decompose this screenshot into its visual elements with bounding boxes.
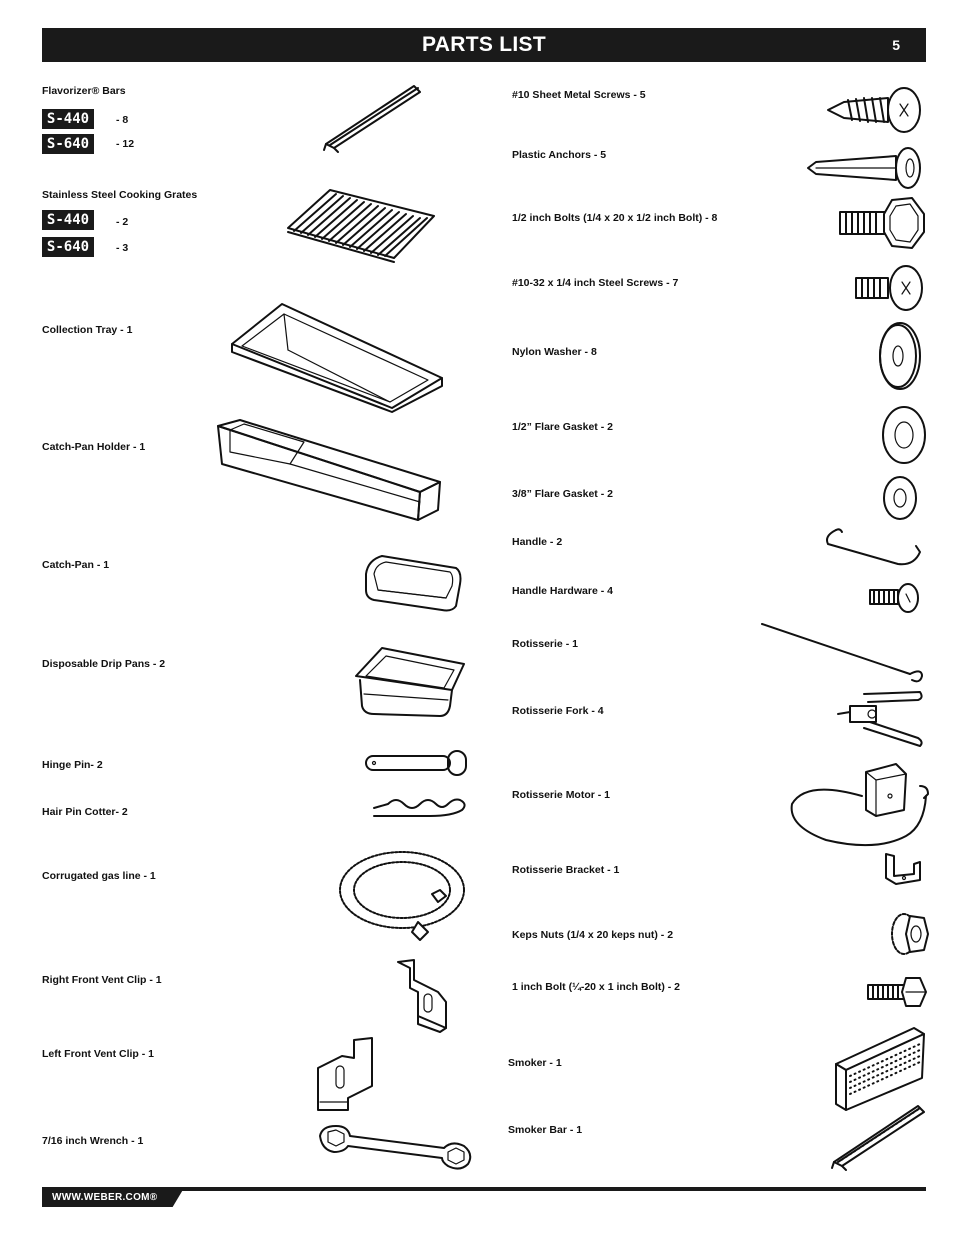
smoker-label: Smoker - 1 [508, 1057, 562, 1069]
plastic-anchor-illustration [806, 146, 924, 190]
disposable-drip-pans-label: Disposable Drip Pans - 2 [42, 658, 166, 670]
model-badge-s640: S-640 [42, 134, 94, 154]
hair-pin-cotter-label: Hair Pin Cotter- 2 [42, 806, 128, 818]
cooking-grate-illustration [284, 186, 440, 262]
right-front-vent-clip-label: Right Front Vent Clip - 1 [42, 974, 162, 986]
nylon-washer-illustration [876, 320, 922, 392]
left-front-vent-clip-label: Left Front Vent Clip - 1 [42, 1048, 154, 1060]
sheet-metal-screw-illustration [826, 86, 924, 136]
rotisserie-bracket-label: Rotisserie Bracket - 1 [512, 864, 620, 876]
collection-tray-illustration [228, 300, 448, 414]
flavorizer-bars-label: Flavorizer® Bars [42, 85, 126, 97]
rotisserie-motor-label: Rotisserie Motor - 1 [512, 789, 611, 801]
catch-pan-holder-label: Catch-Pan Holder - 1 [42, 441, 146, 453]
wrench-label: 7/16 inch Wrench - 1 [42, 1135, 144, 1147]
page-header [42, 28, 926, 62]
keps-nut-illustration [890, 910, 930, 958]
rotisserie-fork-illustration [834, 688, 926, 752]
rotisserie-fork-label: Rotisserie Fork - 4 [512, 705, 604, 717]
hinge-pin-label: Hinge Pin- 2 [42, 759, 103, 771]
catch-pan-holder-illustration [214, 416, 444, 522]
flavorizer-qty-s440: - 8 [116, 114, 129, 126]
handle-illustration [820, 524, 926, 568]
one-inch-bolt-illustration [864, 974, 928, 1010]
three-eighth-flare-gasket-label: 3/8” Flare Gasket - 2 [512, 488, 613, 500]
collection-tray-label: Collection Tray - 1 [42, 324, 133, 336]
drip-pan-illustration [352, 644, 468, 720]
page-number: 5 [892, 37, 900, 53]
one-inch-bolt-label: 1 inch Bolt (¼-20 x 1 inch Bolt) - 2 [512, 981, 681, 993]
handle-hardware-label: Handle Hardware - 4 [512, 585, 613, 597]
right-front-vent-clip-illustration [394, 958, 452, 1034]
flavorizer-qty-s640: - 12 [116, 138, 135, 150]
catch-pan-label: Catch-Pan - 1 [42, 559, 110, 571]
rotisserie-label: Rotisserie - 1 [512, 638, 578, 650]
half-inch-bolts-label: 1/2 inch Bolts (1/4 x 20 x 1/2 inch Bolt) - 8 [512, 212, 718, 224]
three-eighth-flare-gasket-illustration [880, 474, 920, 522]
grates-qty-s640: - 3 [116, 242, 129, 254]
corrugated-gas-line-label: Corrugated gas line - 1 [42, 870, 156, 882]
nylon-washer-label: Nylon Washer - 8 [512, 346, 597, 358]
page-title: PARTS LIST [422, 33, 546, 56]
steel-screws-label: #10-32 x 1/4 inch Steel Screws - 7 [512, 277, 679, 289]
model-badge-s440: S-440 [42, 109, 94, 129]
footer-url[interactable]: WWW.WEBER.COM® [52, 1192, 158, 1203]
plastic-anchors-label: Plastic Anchors - 5 [512, 149, 607, 161]
wrench-illustration [316, 1122, 476, 1172]
half-flare-gasket-illustration [880, 404, 928, 466]
left-front-vent-clip-illustration [314, 1036, 378, 1114]
handle-label: Handle - 2 [512, 536, 563, 548]
rotisserie-spit-illustration [760, 618, 928, 686]
hinge-pin-illustration [362, 748, 470, 780]
cooking-grates-label: Stainless Steel Cooking Grates [42, 189, 198, 201]
smoker-bar-illustration [828, 1102, 928, 1170]
rotisserie-bracket-illustration [880, 852, 926, 888]
model-badge-s640: S-640 [42, 237, 94, 257]
flavorizer-bar-illustration [320, 82, 450, 152]
sheet-metal-screws-label: #10 Sheet Metal Screws - 5 [512, 89, 646, 101]
rotisserie-motor-illustration [786, 756, 934, 852]
steel-screw-illustration [852, 262, 926, 312]
handle-hardware-illustration [866, 582, 924, 616]
half-inch-bolt-illustration [836, 196, 926, 250]
smoker-bar-label: Smoker Bar - 1 [508, 1124, 583, 1136]
grates-qty-s440: - 2 [116, 216, 129, 228]
hair-pin-cotter-illustration [370, 794, 470, 822]
catch-pan-illustration [362, 552, 464, 614]
keps-nuts-label: Keps Nuts (1/4 x 20 keps nut) - 2 [512, 929, 674, 941]
model-badge-s440: S-440 [42, 210, 94, 230]
corrugated-gas-line-illustration [336, 844, 472, 944]
half-flare-gasket-label: 1/2” Flare Gasket - 2 [512, 421, 613, 433]
